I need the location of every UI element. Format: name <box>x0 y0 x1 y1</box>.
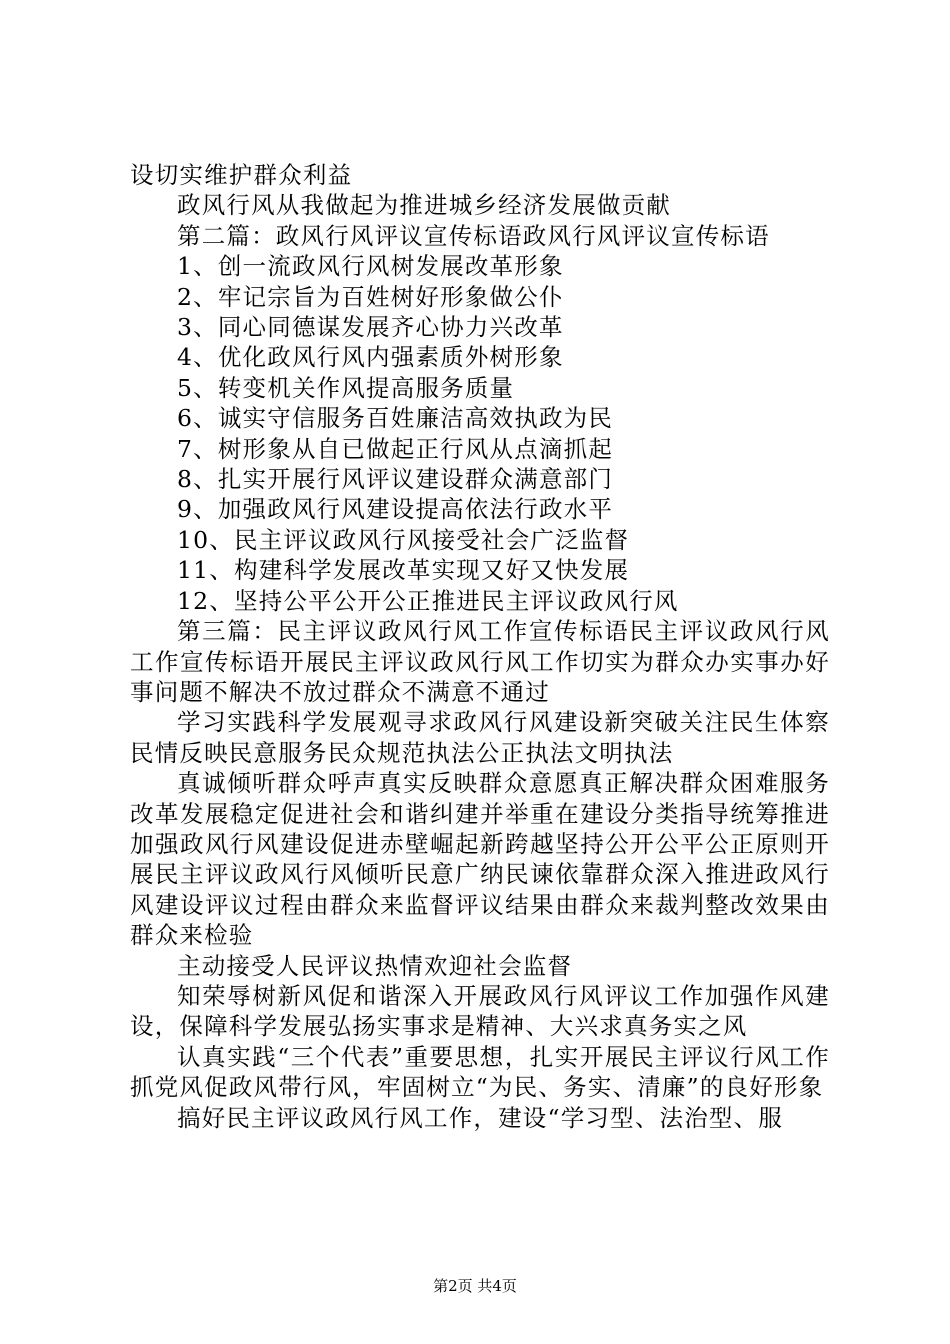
paragraph: 3、同心同德谋发展齐心协力兴改革 <box>177 313 564 342</box>
paragraph: 真诚倾听群众呼声真实反映群众意愿真正解决群众困难服务改革发展稳定促进社会和谐纠建并举重在建设分类指导统筹推进加强政风行风建设促进赤壁崛起新跨越坚持公开公平公正原则开展民主评议政风行风倾听民意广纳民谏依靠群众深入推进政风行风建设评议过程由群众来监督评议结果由群众来裁判整改效果由群众来检验 <box>130 769 830 950</box>
document-body <box>130 160 830 1133</box>
paragraph: 第二篇：政风行风评议宣传标语政风行风评议宣传标语 <box>177 221 770 250</box>
paragraph: 10、民主评议政风行风接受社会广泛监督 <box>177 525 630 554</box>
paragraph: 知荣辱树新风促和谐深入开展政风行风评议工作加强作风建设，保障科学发展弘扬实事求是精神、大兴求真务实之风 <box>130 981 830 1041</box>
paragraph: 学习实践科学发展观寻求政风行风建设新突破关注民生体察民情反映民意服务民众规范执法公正执法文明执法 <box>130 708 830 767</box>
paragraph: 6、诚实守信服务百姓廉洁高效执政为民 <box>177 404 614 433</box>
paragraph: 政风行风从我做起为推进城乡经济发展做贡献 <box>177 191 671 220</box>
paragraph: 7、树形象从自已做起正行风从点滴抓起 <box>177 434 614 463</box>
paragraph: 1、创一流政风行风树发展改革形象 <box>177 252 564 281</box>
paragraph: 主动接受人民评议热情欢迎社会监督 <box>177 951 573 980</box>
paragraph: 9、加强政风行风建设提高依法行政水平 <box>177 495 614 524</box>
paragraph: 4、优化政风行风内强素质外树形象 <box>177 343 564 372</box>
paragraph: 5、转变机关作风提高服务质量 <box>177 373 515 402</box>
paragraph: 12、坚持公平公开公正推进民主评议政风行风 <box>177 586 679 615</box>
paragraph: 认真实践“三个代表”重要思想，扎实开展民主评议行风工作抓党风促政风带行风，牢固树立“为民、务实、清廉”的良好形象 <box>130 1042 830 1102</box>
paragraph: 搞好民主评议政风行风工作，建设“学习型、法治型、服 <box>177 1103 784 1132</box>
paragraph: 2、牢记宗旨为百姓树好形象做公仆 <box>177 282 564 311</box>
paragraph: 设切实维护群众利益 <box>130 161 353 189</box>
paragraph: 8、扎实开展行风评议建设群众满意部门 <box>177 465 614 494</box>
paragraph: 11、构建科学发展改革实现又好又快发展 <box>177 556 630 585</box>
paragraph: 第三篇：民主评议政风行风工作宣传标语民主评议政风行风工作宣传标语开展民主评议政风行风工作切实为群众办实事办好事问题不解决不放过群众不满意不通过 <box>130 617 830 706</box>
page-number-footer <box>0 1275 950 1296</box>
page-number-text: 第2页 共4页 <box>433 1277 517 1295</box>
